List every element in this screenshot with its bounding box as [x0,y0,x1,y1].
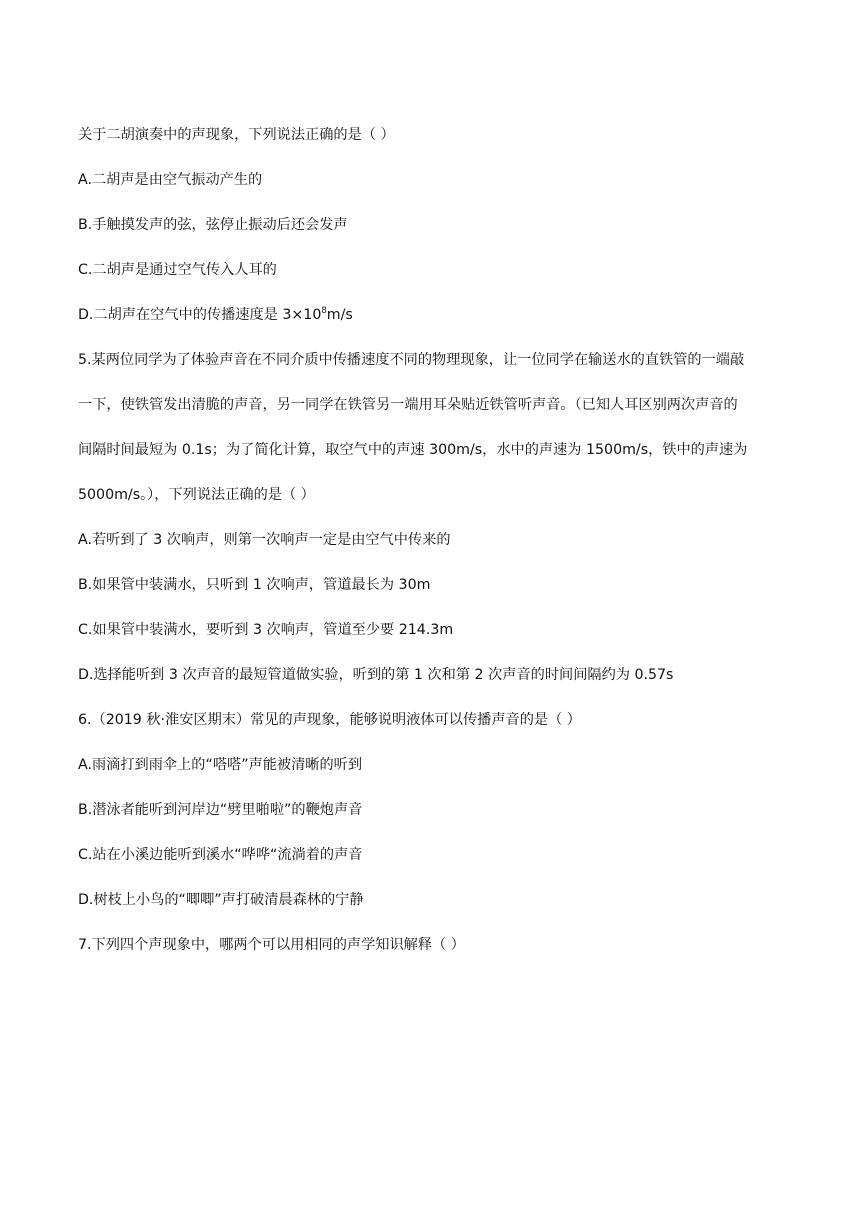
q4-stem: 关于二胡演奏中的声现象，下列说法正确的是（ ） [78,127,395,143]
q6-stem: 6.（2019 秋·淮安区期末）常见的声现象，能够说明液体可以传播声音的是（ ） [78,712,581,728]
document-body [78,113,790,968]
q6-option-d: D.树枝上小鸟的“唧唧”声打破清晨森林的宁静 [78,892,364,908]
q4-option-d [78,293,790,338]
q5-option-a: A.若听到了 3 次响声，则第一次响声一定是由空气中传来的 [78,532,451,548]
q4-option-d-exponent: 8 [321,306,327,316]
q5-option-d: D.选择能听到 3 次声音的最短管道做实验，听到的第 1 次和第 2 次声音的时间间隔约为 0.57s [78,667,674,683]
q6-option-c: C.站在小溪边能听到溪水“哗哗“流淌着的声音 [78,847,363,863]
q4-option-c: C.二胡声是通过空气传入人耳的 [78,262,277,278]
q6-option-b: B.潜泳者能听到河岸边“劈里啪啦”的鞭炮声音 [78,802,363,818]
q4-option-a: A.二胡声是由空气振动产生的 [78,172,263,188]
q5-stem-line-1: 5.某两位同学为了体验声音在不同介质中传播速度不同的物理现象，让一位同学在输送水的直铁管的一端敲 [78,352,745,368]
q6-option-a: A.雨滴打到雨伞上的“嗒嗒”声能被清晰的听到 [78,757,363,773]
q7-stem: 7.下列四个声现象中，哪两个可以用相同的声学知识解释（ ） [78,937,465,953]
q5-stem-line-2: 一下，使铁管发出清脆的声音，另一同学在铁管另一端用耳朵贴近铁管听声音。（已知人耳区别两次声音的 [78,397,738,413]
q5-stem-line-4: 5000m/s。），下列说法正确的是（ ） [78,487,315,503]
q4-option-d-unit: m/s [326,307,353,323]
q4-option-d-text: D.二胡声在空气中的传播速度是 3×10 [78,307,322,323]
q5-option-b: B.如果管中装满水，只听到 1 次响声，管道最长为 30m [78,577,431,593]
q4-option-b: B.手触摸发声的弦，弦停止振动后还会发声 [78,217,348,233]
q5-stem-line-3: 间隔时间最短为 0.1s；为了简化计算，取空气中的声速 300m/s，水中的声速为 1500m/s，铁中的声速为 [78,442,748,458]
q5-option-c: C.如果管中装满水，要听到 3 次响声，管道至少要 214.3m [78,622,454,638]
